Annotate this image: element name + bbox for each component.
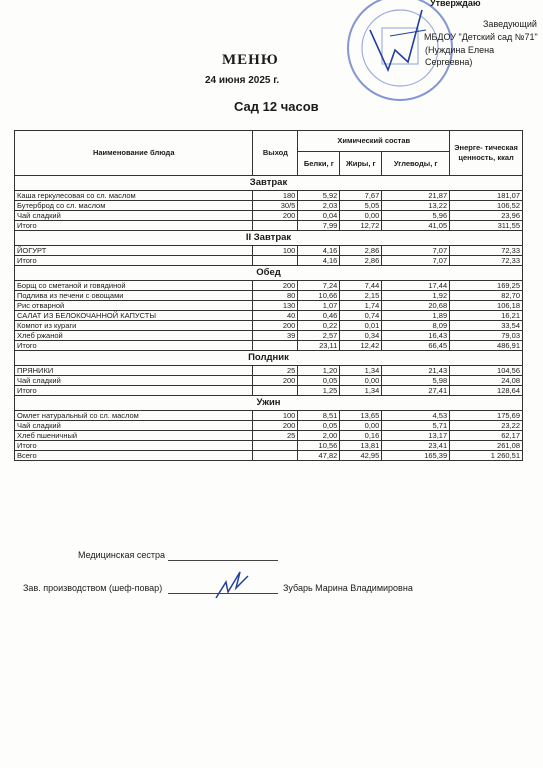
fat-value: 0,74: [340, 311, 382, 321]
section-title: II Завтрак: [15, 231, 523, 246]
chef-label: Зав. производством (шеф-повар): [23, 583, 163, 593]
dish-output: 39: [253, 331, 298, 341]
carb-value: 13,17: [382, 431, 450, 441]
carb-value: 4,53: [382, 411, 450, 421]
section-row: [15, 231, 523, 246]
protein-value: 0,46: [298, 311, 340, 321]
dish-name: Бутерброд со сл. маслом: [15, 201, 253, 211]
fat-value: 1,34: [340, 366, 382, 376]
table-row: [15, 411, 523, 421]
dish-output: [253, 341, 298, 351]
header-fat: Жиры, г: [340, 152, 382, 176]
protein-value: 1,07: [298, 301, 340, 311]
header-chem: Химический состав: [298, 131, 450, 152]
nurse-label: Медицинская сестра: [78, 550, 165, 560]
page-title: МЕНЮ: [222, 52, 279, 68]
energy-value: 23,96: [450, 211, 523, 221]
energy-value: 128,64: [450, 386, 523, 396]
protein-value: 0,04: [298, 211, 340, 221]
table-row: [15, 421, 523, 431]
energy-value: 311,55: [450, 221, 523, 231]
dish-output: 40: [253, 311, 298, 321]
dish-output: [253, 451, 298, 461]
dish-output: 25: [253, 431, 298, 441]
energy-value: 1 260,51: [450, 451, 523, 461]
carb-value: 5,71: [382, 421, 450, 431]
dish-output: 100: [253, 246, 298, 256]
dish-output: 25: [253, 366, 298, 376]
table-row: [15, 301, 523, 311]
energy-value: 62,17: [450, 431, 523, 441]
protein-value: 1,25: [298, 386, 340, 396]
carb-value: 27,41: [382, 386, 450, 396]
protein-value: 10,56: [298, 441, 340, 451]
total-row: [15, 221, 523, 231]
carb-value: 17,44: [382, 281, 450, 291]
energy-value: 486,91: [450, 341, 523, 351]
energy-value: 104,56: [450, 366, 523, 376]
protein-value: 7,24: [298, 281, 340, 291]
carb-value: 23,41: [382, 441, 450, 451]
dish-name: Борщ со сметаной и говядиной: [15, 281, 253, 291]
protein-value: 4,16: [298, 256, 340, 266]
energy-value: 181,07: [450, 191, 523, 201]
table-row: [15, 291, 523, 301]
header-carb: Углеводы, г: [382, 152, 450, 176]
table-row: [15, 311, 523, 321]
table-row: [15, 191, 523, 201]
dish-name: Компот из кураги: [15, 321, 253, 331]
fat-value: 0,00: [340, 376, 382, 386]
dish-output: 180: [253, 191, 298, 201]
fat-value: 13,81: [340, 441, 382, 451]
protein-value: 0,22: [298, 321, 340, 331]
menu-table: [14, 130, 523, 461]
protein-value: 23,11: [298, 341, 340, 351]
carb-value: 7,07: [382, 246, 450, 256]
header-dish: Наименование блюда: [15, 131, 253, 176]
protein-value: 8,51: [298, 411, 340, 421]
energy-value: 33,54: [450, 321, 523, 331]
energy-value: 261,08: [450, 441, 523, 451]
carb-value: 41,05: [382, 221, 450, 231]
fat-value: 13,65: [340, 411, 382, 421]
section-row: [15, 351, 523, 366]
table-row: [15, 431, 523, 441]
table-row: [15, 331, 523, 341]
menu-subtitle: Сад 12 часов: [234, 99, 319, 114]
protein-value: 47,82: [298, 451, 340, 461]
energy-value: 72,33: [450, 256, 523, 266]
carb-value: 66,45: [382, 341, 450, 351]
table-row: [15, 321, 523, 331]
section-row: [15, 176, 523, 191]
dish-output: 80: [253, 291, 298, 301]
total-row: [15, 386, 523, 396]
fat-value: 0,01: [340, 321, 382, 331]
energy-value: 16,21: [450, 311, 523, 321]
energy-value: 72,33: [450, 246, 523, 256]
section-title: Полдник: [15, 351, 523, 366]
fat-value: 42,95: [340, 451, 382, 461]
carb-value: 20,68: [382, 301, 450, 311]
dish-output: 200: [253, 321, 298, 331]
carb-value: 16,43: [382, 331, 450, 341]
protein-value: 10,66: [298, 291, 340, 301]
protein-value: 2,03: [298, 201, 340, 211]
fat-value: 0,00: [340, 211, 382, 221]
table-row: [15, 211, 523, 221]
section-title: Обед: [15, 266, 523, 281]
chef-name: Зубарь Марина Владимировна: [283, 583, 413, 593]
carb-value: 1,92: [382, 291, 450, 301]
fat-value: 5,05: [340, 201, 382, 211]
fat-value: 12,42: [340, 341, 382, 351]
dish-name: ПРЯНИКИ: [15, 366, 253, 376]
protein-value: 1,20: [298, 366, 340, 376]
protein-value: 0,05: [298, 421, 340, 431]
energy-value: 24,08: [450, 376, 523, 386]
dish-output: 130: [253, 301, 298, 311]
dish-name: Чай сладкий: [15, 421, 253, 431]
fat-value: 7,67: [340, 191, 382, 201]
dish-output: 200: [253, 421, 298, 431]
dish-name: Итого: [15, 256, 253, 266]
dish-output: 200: [253, 281, 298, 291]
energy-value: 169,25: [450, 281, 523, 291]
section-title: Ужин: [15, 396, 523, 411]
fat-value: 0,00: [340, 421, 382, 431]
dish-name: Всего: [15, 451, 253, 461]
dish-name: САЛАТ ИЗ БЕЛОКОЧАННОЙ КАПУСТЫ: [15, 311, 253, 321]
approval-name: (Нуждина Елена Сергеевна): [425, 45, 495, 67]
energy-value: 82,70: [450, 291, 523, 301]
dish-output: [253, 386, 298, 396]
dish-output: 30/5: [253, 201, 298, 211]
protein-value: 0,05: [298, 376, 340, 386]
carb-value: 7,07: [382, 256, 450, 266]
dish-name: Итого: [15, 341, 253, 351]
table-row: [15, 201, 523, 211]
carb-value: 5,96: [382, 211, 450, 221]
dish-name: Рис отварной: [15, 301, 253, 311]
dish-name: Чай сладкий: [15, 376, 253, 386]
carb-value: 21,43: [382, 366, 450, 376]
approval-position: Заведующий: [483, 19, 537, 29]
dish-name: Итого: [15, 221, 253, 231]
section-row: [15, 266, 523, 281]
dish-name: Итого: [15, 441, 253, 451]
dish-name: Каша геркулесовая со сл. маслом: [15, 191, 253, 201]
fat-value: 12,72: [340, 221, 382, 231]
nurse-signature-line: [168, 560, 278, 561]
carb-value: 5,98: [382, 376, 450, 386]
carb-value: 8,09: [382, 321, 450, 331]
header-protein: Белки, г: [298, 152, 340, 176]
dish-name: Итого: [15, 386, 253, 396]
section-title: Завтрак: [15, 176, 523, 191]
carb-value: 165,39: [382, 451, 450, 461]
dish-output: 200: [253, 376, 298, 386]
chef-signature: [212, 566, 252, 602]
total-row: [15, 441, 523, 451]
carb-value: 1,89: [382, 311, 450, 321]
dish-name: ЙОГУРТ: [15, 246, 253, 256]
fat-value: 2,15: [340, 291, 382, 301]
energy-value: 79,03: [450, 331, 523, 341]
fat-value: 2,86: [340, 246, 382, 256]
header-energy: Энерге- тическая ценность, ккал: [450, 131, 523, 176]
header-output: Выход: [253, 131, 298, 176]
dish-output: [253, 221, 298, 231]
protein-value: 5,92: [298, 191, 340, 201]
dish-output: [253, 441, 298, 451]
carb-value: 13,22: [382, 201, 450, 211]
fat-value: 1,74: [340, 301, 382, 311]
fat-value: 0,16: [340, 431, 382, 441]
approval-org: МБДОУ "Детский сад №71": [424, 32, 538, 42]
fat-value: 2,86: [340, 256, 382, 266]
dish-name: Хлеб ржаной: [15, 331, 253, 341]
protein-value: 7,99: [298, 221, 340, 231]
dish-name: Омлет натуральный со сл. маслом: [15, 411, 253, 421]
energy-value: 175,69: [450, 411, 523, 421]
table-row: [15, 376, 523, 386]
dish-output: [253, 256, 298, 266]
total-row: [15, 341, 523, 351]
carb-value: 21,87: [382, 191, 450, 201]
energy-value: 106,52: [450, 201, 523, 211]
fat-value: 0,34: [340, 331, 382, 341]
dish-name: Чай сладкий: [15, 211, 253, 221]
table-row: [15, 281, 523, 291]
protein-value: 2,00: [298, 431, 340, 441]
dish-output: 100: [253, 411, 298, 421]
dish-output: 200: [253, 211, 298, 221]
energy-value: 23,22: [450, 421, 523, 431]
section-row: [15, 396, 523, 411]
dish-name: Хлеб пшеничный: [15, 431, 253, 441]
table-row: [15, 246, 523, 256]
table-row: [15, 366, 523, 376]
menu-date: 24 июня 2025 г.: [205, 75, 280, 86]
protein-value: 4,16: [298, 246, 340, 256]
dish-name: Подлива из печени с овощами: [15, 291, 253, 301]
protein-value: 2,57: [298, 331, 340, 341]
approval-block: Утверждаю: [430, 0, 481, 8]
fat-value: 7,44: [340, 281, 382, 291]
total-row: [15, 256, 523, 266]
energy-value: 106,18: [450, 301, 523, 311]
total-row: [15, 451, 523, 461]
fat-value: 1,34: [340, 386, 382, 396]
